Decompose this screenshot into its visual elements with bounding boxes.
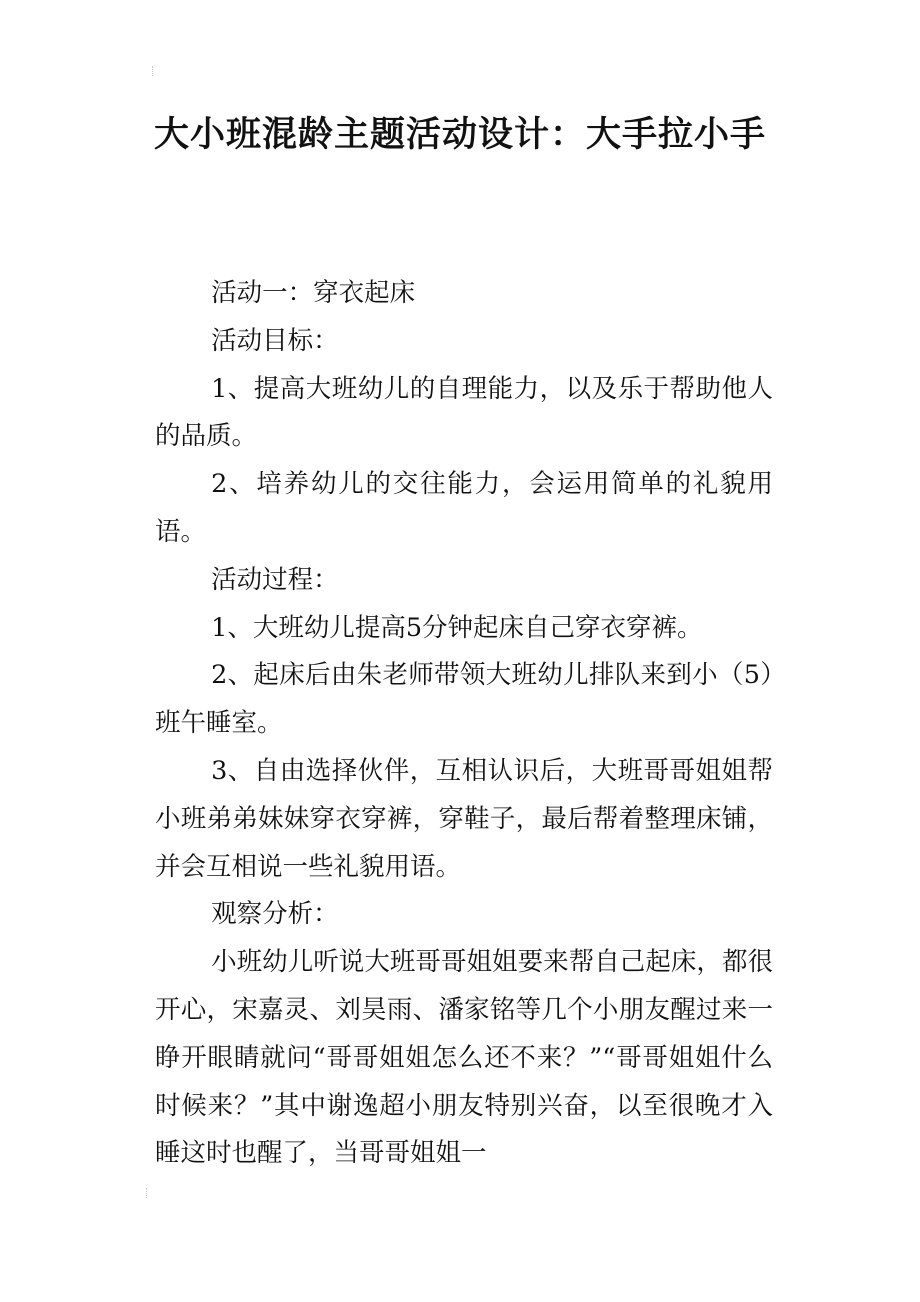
paragraph-process-heading: 活动过程：	[211, 564, 339, 595]
paragraph-process-3: 3、自由选择伙伴，互相认识后，大班哥哥姐姐帮小班弟弟妹妹穿衣穿裤，穿鞋子，最后帮着整理床铺，并会互相说一些礼貌用语。	[155, 755, 773, 882]
paragraph-process-1: 1、大班幼儿提高5分钟起床自己穿衣穿裤。	[211, 612, 703, 643]
document-title: 大小班混龄主题活动设计：大手拉小手	[153, 115, 766, 155]
paragraph-process-2: 2、起床后由朱老师带领大班幼儿排队来到小（5）班午睡室。	[155, 660, 773, 739]
paragraph-goal-2: 2、培养幼儿的交往能力，会运用简单的礼貌用语。	[155, 469, 773, 547]
scan-mark	[146, 1188, 153, 1198]
paragraph-analysis-text: 小班幼儿听说大班哥哥姐姐要来帮自己起床，都很开心，宋嘉灵、刘昊雨、潘家铭等几个小朋友醒过来一睁开眼睛就问“哥哥姐姐怎么还不来？”“哥哥姐姐什么时候来？”其中谢逸超小朋友特别兴奋，以至很晚才入睡这时也醒了，当哥哥姐姐一	[155, 947, 773, 1169]
document-body	[155, 270, 773, 1178]
paragraph-analysis-heading: 观察分析：	[211, 899, 339, 930]
paragraph-activity-one: 活动一：穿衣起床	[211, 278, 416, 308]
paragraph-goal-heading: 活动目标：	[211, 325, 339, 356]
scan-mark	[152, 66, 159, 76]
paragraph-goal-1: 1、提高大班幼儿的自理能力，以及乐于帮助他人的品质。	[155, 373, 773, 452]
